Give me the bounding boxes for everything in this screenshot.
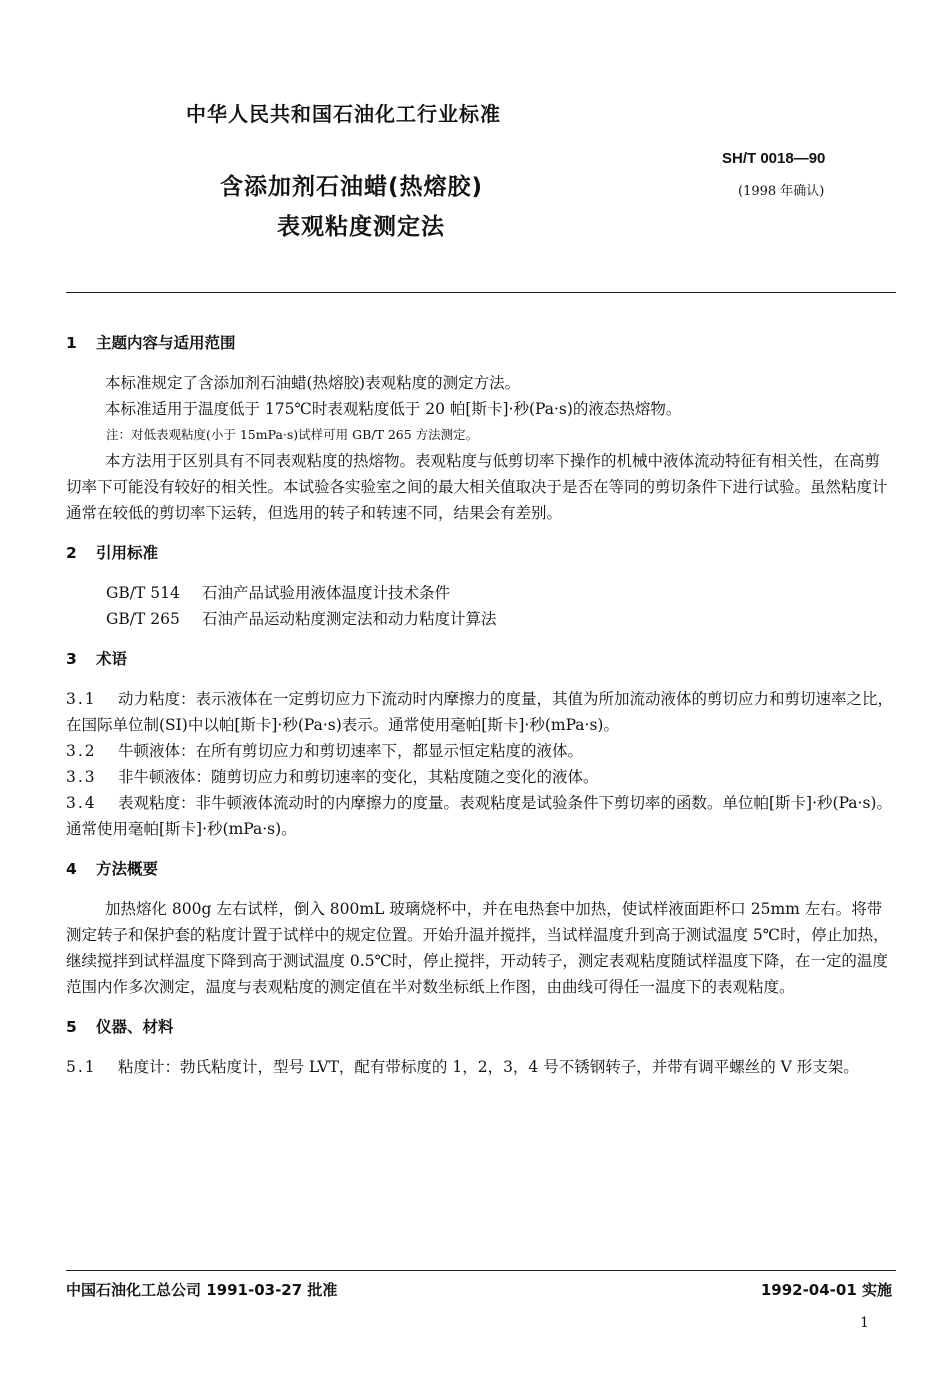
- standard-code: SH/T 0018—90: [722, 150, 826, 167]
- clause-number: 3.1: [66, 690, 97, 708]
- reference-item: [66, 606, 894, 632]
- confirm-year: (1998 年确认): [738, 184, 825, 199]
- section-5-heading: [66, 1014, 894, 1040]
- section-number: 1: [66, 334, 77, 352]
- note: 注：对低表观粘度(小于 15mPa·s)试样可用 GB/T 265 方法测定。: [106, 427, 479, 442]
- clause-number: 3.4: [66, 794, 97, 812]
- section-title: 主题内容与适用范围: [96, 334, 236, 352]
- clause-text: 粘度计：勃氏粘度计，型号 LVT，配有带标度的 1，2，3，4 号不锈钢转子，并带有调平螺丝的 V 形支架。: [118, 1058, 859, 1076]
- paragraph: 加热熔化 800g 左右试样，倒入 800mL 玻璃烧杯中，并在电热套中加热，使试样液面距杯口 25mm 左右。将带测定转子和保护套的粘度计置于试样中的规定位置。开始升温并搅拌，当试样温度升到高于测试温度 5℃时，停止加热，继续搅拌到试样温度下降到高于测试温度 0.5℃时，停止搅拌，开动转子，测定表观粘度随试样温度下降，在一定的温度范围内作多次测定，温度与表观粘度的测定值在半对数坐标纸上作图，由曲线可得任一温度下的表观粘度。: [66, 900, 889, 996]
- section-3-heading: [66, 646, 894, 672]
- reference-title: 石油产品试验用液体温度计技术条件: [202, 584, 451, 602]
- document-title-line1: 含添加剂石油蜡(热熔胶): [220, 174, 484, 200]
- section-4-heading: [66, 856, 894, 882]
- section-number: 4: [66, 860, 77, 878]
- reference-code: GB/T 265: [106, 610, 180, 628]
- section-title: 方法概要: [96, 860, 159, 878]
- section-1-heading: [66, 330, 894, 356]
- term-item: [66, 738, 894, 764]
- approval-info: 中国石油化工总公司 1991-03-27 批准: [66, 1281, 338, 1299]
- clause-text: 动力粘度：表示液体在一定剪切应力下流动时内摩擦力的度量，其值为所加流动液体的剪切应力和剪切速率之比，在国际单位制(SI)中以帕[斯卡]·秒(Pa·s)表示。通常使用毫帕[斯卡]·秒(mPa·s)。: [66, 690, 894, 734]
- term-item: [66, 764, 894, 790]
- issuing-organization: 中华人民共和国石油化工行业标准: [186, 102, 501, 126]
- reference-item: [66, 580, 894, 606]
- paragraph: 本方法用于区别具有不同表观粘度的热熔物。表观粘度与低剪切率下操作的机械中液体流动特征有相关性，在高剪切率下可能没有较好的相关性。本试验各实验室之间的最大相关值取决于是否在等同的剪切条件下进行试验。虽然粘度计通常在较低的剪切率下运转，但选用的转子和转速不同，结果会有差别。: [66, 452, 888, 522]
- clause-text: 牛顿液体：在所有剪切应力和剪切速率下，都显示恒定粘度的液体。: [118, 742, 584, 760]
- clause-text: 表观粘度：非牛顿液体流动时的内摩擦力的度量。表观粘度是试验条件下剪切率的函数。单位帕[斯卡]·秒(Pa·s)。通常使用毫帕[斯卡]·秒(mPa·s)。: [66, 794, 892, 838]
- section-number: 5: [66, 1018, 77, 1036]
- clause-number: 3.2: [66, 742, 97, 760]
- clause-text: 非牛顿液体：随剪切应力和剪切速率的变化，其粘度随之变化的液体。: [118, 768, 599, 786]
- document-title-line2: 表观粘度测定法: [277, 214, 445, 240]
- term-item: [66, 686, 894, 738]
- section-title: 仪器、材料: [96, 1018, 174, 1036]
- paragraph: 本标准规定了含添加剂石油蜡(热熔胶)表观粘度的测定方法。: [105, 374, 521, 392]
- reference-title: 石油产品运动粘度测定法和动力粘度计算法: [202, 610, 497, 628]
- paragraph: 本标准适用于温度低于 175℃时表观粘度低于 20 帕[斯卡]·秒(Pa·s)的液态热熔物。: [105, 400, 682, 418]
- section-number: 2: [66, 544, 77, 562]
- effective-date: 1992-04-01 实施: [760, 1281, 892, 1299]
- section-title: 术语: [96, 650, 128, 668]
- term-item: [66, 790, 894, 842]
- document-body: [66, 330, 894, 1080]
- header-divider: [66, 292, 896, 293]
- clause-number: 5.1: [66, 1058, 97, 1076]
- clause-number: 3.3: [66, 768, 97, 786]
- section-number: 3: [66, 650, 77, 668]
- clause-item: [66, 1054, 894, 1080]
- section-2-heading: [66, 540, 894, 566]
- section-title: 引用标准: [96, 544, 159, 562]
- page-number: 1: [860, 1315, 869, 1331]
- reference-code: GB/T 514: [106, 584, 180, 602]
- footer-divider: [66, 1270, 896, 1271]
